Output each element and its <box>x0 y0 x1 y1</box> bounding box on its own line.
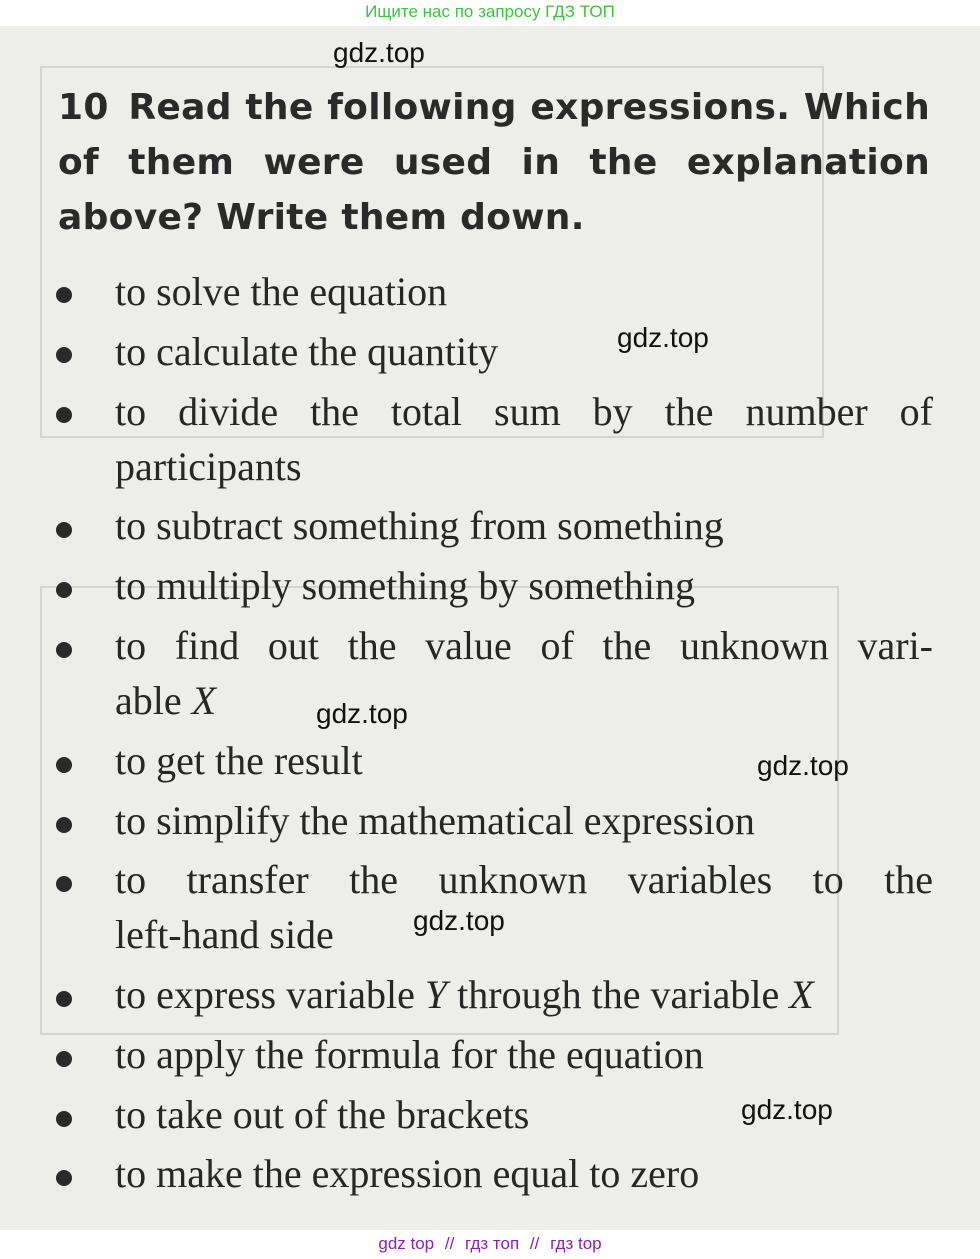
list-item <box>115 618 933 728</box>
bullet <box>56 582 72 598</box>
list-item: to calculate the quantity <box>115 329 499 374</box>
banner-text: гдз топ <box>465 1234 520 1253</box>
watermark: gdz.top <box>333 37 425 68</box>
watermark: gdz.top <box>316 698 408 729</box>
list-item <box>115 852 933 962</box>
top-banner: Ищите нас по запросу ГДЗ ТОП <box>365 2 615 21</box>
list-item <box>115 967 933 1022</box>
bottom-banner <box>0 1230 980 1259</box>
bullet <box>56 757 72 773</box>
bullet <box>56 287 72 303</box>
bullet <box>56 876 72 892</box>
list-item: to take out of the brackets <box>115 1092 530 1137</box>
bullet <box>56 1111 72 1127</box>
task-text: Read the following expressions. Which of them were used in the explanation above? Write them down. <box>58 87 930 238</box>
bullet <box>56 817 72 833</box>
list-item-line: to find out the value of the unknown vari- <box>115 623 933 668</box>
variable-x: X <box>191 678 217 723</box>
list-item-line: left-hand side <box>115 912 334 957</box>
variable-y: Y <box>424 972 448 1017</box>
bullet <box>56 642 72 658</box>
list-item: to multiply something by something <box>115 563 695 608</box>
banner-separator: // <box>444 1234 455 1253</box>
bullet <box>56 1051 72 1067</box>
watermark: gdz.top <box>757 750 849 781</box>
variable-x: X <box>789 972 814 1017</box>
list-item: to subtract something from something <box>115 503 724 548</box>
bullet <box>56 991 72 1007</box>
list-item: to solve the equation <box>115 269 448 314</box>
list-item-text: to express variable <box>115 972 415 1017</box>
list-item: to simplify the mathematical expression <box>115 798 755 843</box>
banner-text: gdz top <box>378 1234 435 1253</box>
list-item-text: through the variable <box>457 972 780 1017</box>
watermark: gdz.top <box>741 1094 833 1125</box>
list-item: to apply the formula for the equation <box>115 1032 704 1077</box>
bullet <box>56 347 72 363</box>
list-item-line: to divide the total sum by the number of <box>115 389 933 434</box>
bullet <box>56 1170 72 1186</box>
watermark: gdz.top <box>617 322 709 353</box>
bullet <box>56 407 72 423</box>
list-item <box>115 384 933 494</box>
bullet <box>56 522 72 538</box>
list-item-line: participants <box>115 444 302 489</box>
list-item-line <box>115 673 933 728</box>
list-item: to get the result <box>115 738 363 783</box>
task-heading <box>58 80 930 245</box>
banner-text: гдз top <box>550 1234 602 1253</box>
list-item: to make the expression equal to zero <box>115 1151 700 1196</box>
list-item-line: to transfer the unknown variables to the <box>115 857 933 902</box>
watermark: gdz.top <box>413 905 505 936</box>
task-number: 10 <box>58 87 109 128</box>
banner-separator: // <box>529 1234 540 1253</box>
list-item-text: able <box>115 678 182 723</box>
